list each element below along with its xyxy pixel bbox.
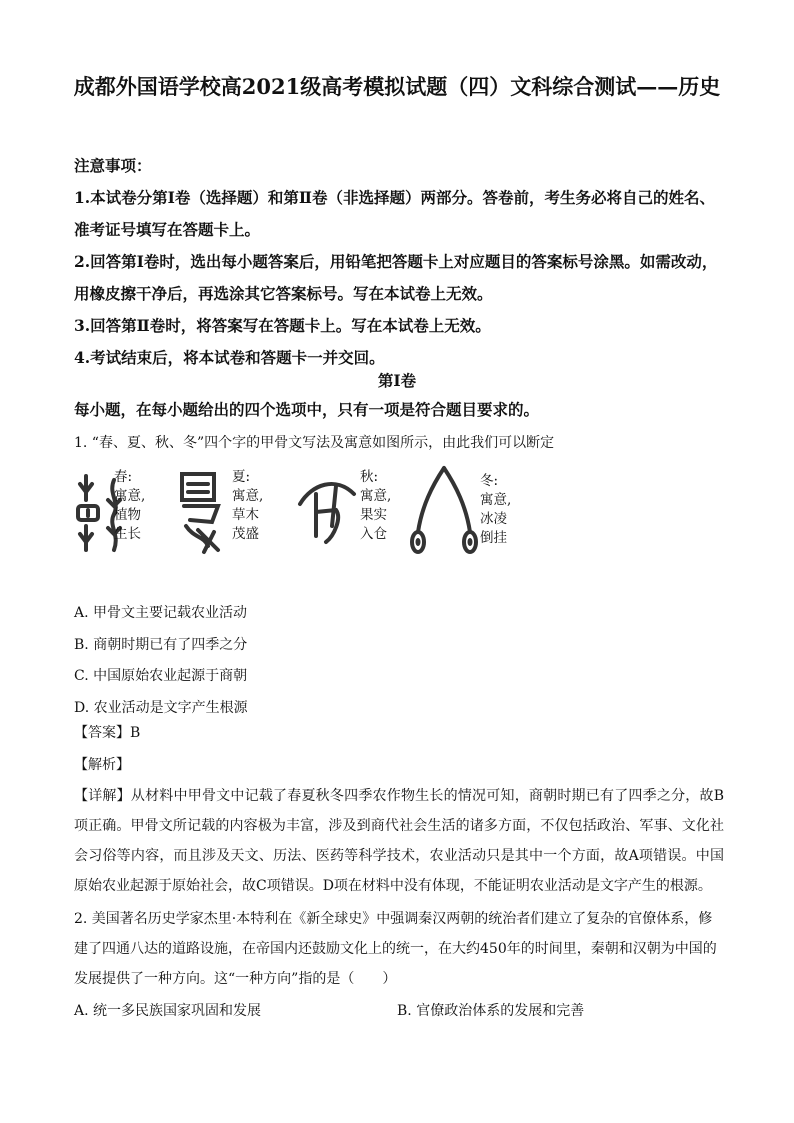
autumn-glyph-image: [296, 466, 358, 556]
winter-label-4: 倒挂: [480, 530, 507, 546]
q1-option-d: D. 农业活动是文字产生根源: [74, 699, 248, 716]
detail-text: 从材料中甲骨文中记载了春夏秋冬四季农作物生长的情况可知，商朝时期已有了四季之分，故B项正确。甲骨文所记载的内容极为丰富，涉及到商代社会生活的诸多方面，不仅包括政治、军事、文化社会习俗等内容，而且涉及天文、历法、医药等科学技术，农业活动只是其中一个方面，故A项错误。中国原始农业起源于原始社会，故C项错误。D项在材料中没有体现，不能证明农业活动是文字产生的根源。: [74, 788, 725, 894]
autumn-label-1: 秋:: [360, 469, 379, 485]
q1-detail: [74, 781, 724, 901]
autumn-label-4: 入仓: [360, 526, 387, 542]
q1-option-a: A. 甲骨文主要记载农业活动: [74, 605, 248, 621]
summer-label-2: 寓意,: [232, 488, 264, 504]
summer-label-1: 夏:: [232, 469, 251, 485]
notice-item-2: 2.回答第Ⅰ卷时，选出每小题答案后，用铅笔把答题卡上对应题目的答案标号涂黑。如需改动，用橡皮擦干净后，再选涂其它答案标号。写在本试卷上无效。: [74, 252, 718, 303]
q1-options: [74, 598, 248, 724]
spring-label-1: 春:: [114, 469, 133, 485]
summer-label-3: 草木: [232, 507, 259, 523]
analysis-label: 【解析】: [74, 757, 130, 773]
answer-label: 【答案】: [74, 725, 130, 741]
notice-item-1: 1.本试卷分第Ⅰ卷（选择题）和第Ⅱ卷（非选择题）两部分。答卷前，考生务必将自己的姓名、准考证号填写在答题卡上。: [74, 188, 715, 239]
spring-label-4: 生长: [114, 526, 141, 542]
winter-label-2: 寓意,: [480, 492, 512, 508]
notice-block: [74, 150, 724, 374]
q1-option-b: B. 商朝时期已有了四季之分: [74, 636, 248, 653]
q2-option-b: B. 官僚政治体系的发展和完善: [397, 1003, 585, 1019]
q1-stem: 1. “春、夏、秋、冬”四个字的甲骨文写法及寓意如图所示，由此我们可以断定: [74, 435, 555, 451]
notice-item-4: 4.考试结束后，将本试卷和答题卡一并交回。: [74, 348, 385, 367]
detail-label: 【详解】: [74, 788, 131, 804]
spring-label-2: 寓意,: [114, 488, 146, 504]
winter-label-1: 冬:: [480, 473, 499, 489]
oracle-bone-figure: [74, 462, 534, 562]
q1-answer: [74, 722, 140, 742]
q1-option-c: C. 中国原始农业起源于商朝: [74, 668, 248, 684]
q2-option-a: A. 统一多民族国家巩固和发展: [74, 1003, 262, 1019]
summer-glyph-image: [174, 466, 236, 556]
autumn-label-2: 寓意,: [360, 488, 392, 504]
notice-item-3: 3.回答第Ⅱ卷时，将答案写在答题卡上。写在本试卷上无效。: [74, 316, 491, 335]
autumn-label-3: 果实: [360, 507, 387, 523]
section-title: 第Ⅰ卷: [377, 371, 417, 390]
exam-title: 成都外国语学校高2021级高考模拟试题（四）文科综合测试——历史: [73, 74, 721, 99]
q2-stem: 2. 美国著名历史学家杰里·本特利在《新全球史》中强调秦汉两朝的统治者们建立了复杂的官僚体系，修建了四通八达的道路设施，在帝国内还鼓励文化上的统一，在大约450年的时间里，秦朝和汉朝为中国的发展提供了一种方向。这“一种方向”指的是（ ）: [74, 911, 717, 987]
winter-label-3: 冰凌: [480, 511, 507, 527]
notice-heading: 注意事项：: [74, 156, 152, 175]
spring-label-3: 植物: [114, 507, 141, 523]
instruction: 每小题，在每小题给出的四个选项中，只有一项是符合题目要求的。: [74, 400, 540, 419]
winter-glyph-image: [408, 462, 480, 558]
answer-value: B: [130, 725, 141, 741]
summer-label-4: 茂盛: [232, 526, 259, 542]
